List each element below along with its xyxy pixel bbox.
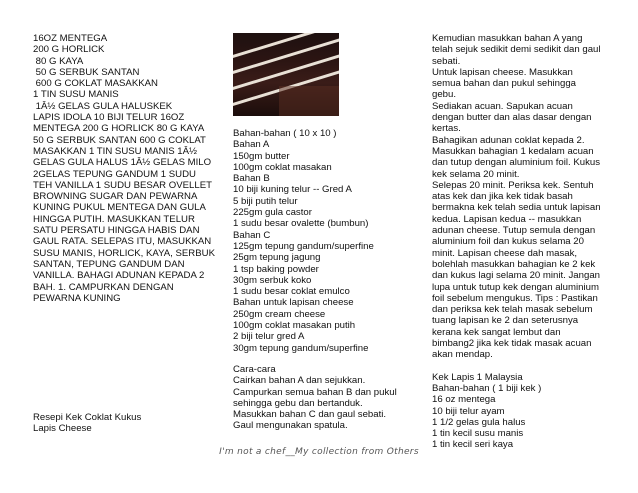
method-line: akan mendap.	[432, 349, 493, 361]
method-line: telah sejuk sedikit demi sedikit dan gaul	[432, 44, 601, 56]
cake-board	[279, 86, 339, 116]
ingredient-line: 225gm gula castor	[233, 207, 312, 219]
ingredient-line: 125gm tepung gandum/superfine	[233, 240, 374, 252]
text-line: Resepi Kek Coklat Kukus	[33, 412, 142, 423]
method-line: dengan butter dan alas dasar dengan	[432, 112, 592, 124]
method-line: Gaul mengunakan spatula.	[233, 420, 348, 432]
ingredient-line: Bahan B	[233, 173, 270, 185]
ingredients-column	[233, 128, 425, 432]
method-line: Cairkan bahan A dan sejukkan.	[233, 375, 366, 387]
method-line: dan tutup dengan aluminium foil. Kukus	[432, 157, 600, 169]
text-line: Lapis Cheese	[33, 423, 92, 435]
spacer	[432, 361, 617, 372]
method-line: Untuk lapisan cheese. Masukkan	[432, 66, 573, 78]
method-line: gebu.	[432, 89, 457, 101]
ingredient-line: 1 tsp baking powder	[233, 263, 319, 275]
method-line: semua bahan dan pukul sehingga	[432, 78, 577, 90]
ingredient-line: 30gm tepung gandum/superfine	[233, 342, 369, 354]
ingredient-line: 100gm coklat masakan putih	[233, 320, 356, 332]
method-line: Cara-cara	[233, 363, 276, 375]
method-line: dan kukus lagi selama 20 minit. Jangan	[432, 270, 600, 282]
method-line: lupa untuk tutup kek dengan aluminium	[432, 281, 599, 293]
method-line: Masukkan bahagian 1 kedalam acuan	[432, 145, 594, 157]
kek-lapis-line: Kek Lapis 1 Malaysia	[432, 371, 523, 383]
method-line: kedua. Lapisan kedua -- masukkan	[432, 213, 582, 225]
recipe-title-kek-coklat	[33, 412, 223, 435]
method-line: kertas.	[432, 123, 461, 135]
ingredient-line: Bahan A	[233, 139, 270, 151]
method-line: Kemudian masukkan bahan A yang	[432, 33, 583, 44]
kek-lapis-line: Bahan-bahan ( 1 biji kek )	[432, 382, 542, 394]
method-line: Selepas 20 minit. Periksa kek. Sentuh	[432, 179, 594, 191]
ingredient-line: 30gm serbuk koko	[233, 274, 312, 286]
ingredient-line: 1 sudu besar ovalette (bumbun)	[233, 218, 369, 230]
text-line: 1Â½ GELAS GULA HALUSKEK	[33, 100, 173, 112]
method-line: aluminium foil dan kukus selama 20	[432, 236, 584, 248]
text-line: 1 TIN SUSU MANIS	[33, 89, 119, 101]
kek-lapis-line: 16 oz mentega	[432, 394, 496, 406]
method-line: sehingga gebu dan bertanduk.	[233, 397, 363, 409]
ingredient-line: 2 biji telur gred A	[233, 331, 305, 343]
method-line: bermakna kek telah sedia untuk lapisan	[432, 202, 601, 214]
ingredient-line: 150gm butter	[233, 150, 290, 162]
text-line: 200 G HORLICK	[33, 44, 105, 56]
method-line: Bahagikan adunan coklat kepada 2.	[432, 134, 585, 146]
ingredient-line: 250gm cream cheese	[233, 308, 326, 320]
method-line: kerana kek sangat lembut dan	[432, 326, 561, 338]
method-line: foil sebelum mengukus. Tips : Pastikan	[432, 292, 598, 304]
method-line: adunan cheese. Tutup semula dengan	[432, 225, 596, 237]
method-line: minit. Lapisan cheese dah masak,	[432, 247, 578, 259]
ingredient-line: Bahan untuk lapisan cheese	[233, 297, 354, 309]
kek-lapis-line: 1 tin kecil seri kaya	[432, 439, 514, 451]
method-line: Sediakan acuan. Sapukan acuan	[432, 100, 573, 112]
text-line: 80 G KAYA	[33, 55, 84, 67]
ingredient-line: 5 biji putih telur	[233, 195, 298, 207]
method-line: dan periksa kek telah masak sebelum	[432, 304, 593, 316]
method-column	[432, 33, 617, 451]
recipe-paragraph: LAPIS IDOLA 10 BIJI TELUR 16OZ MENTEGA 200 G HORLICK 80 G KAYA 50 G SERBUK SANTAN 600 G COKLAT MASAKKAN 1 TIN SUSU MANIS 1Â½ GELAS GULA HALUS 1Â½ GELAS MILO 2GELAS TEPUNG GANDUM 1 SUDU TEH VANILLA 1 SUDU BESAR OVELLET BROWNING SUGAR DAN PEWARNA KUNING PUKUL MENTEGA DAN GULA HINGGA PUTIH. MASUKKAN TELUR SATU PERSATU HINGGA HABIS DAN GAUL RATA. SELEPAS ITU, MASUKKAN SUSU MANIS, HORLICK, KAYA, SERBUK SANTAN, TEPUNG GANDUM DAN VANILLA. BAHAGI ADUNAN KEPADA 2 BAH. 1. CAMPURKAN DENGAN PEWARNA KUNING	[33, 112, 215, 304]
ingredient-line: Bahan C	[233, 229, 271, 241]
spacer	[233, 354, 425, 364]
text-line: 50 G SERBUK SANTAN	[33, 66, 140, 78]
method-line: kek selama 20 minit.	[432, 168, 520, 180]
method-line: bolehlah masukkan bahagian ke 2 kek	[432, 258, 596, 270]
method-line: Masukkan bahan C dan gaul sebati.	[233, 409, 387, 421]
recipe-kek-lapis-idola	[33, 33, 215, 304]
method-line: tuang lapisan ke 2 dan seterusnya	[432, 315, 579, 327]
text-line: 600 G COKLAT MASAKKAN	[33, 78, 158, 90]
layered-cake-photo	[233, 33, 339, 116]
ingredient-line: 25gm tepung jagung	[233, 252, 321, 264]
text-line: 16OZ MENTEGA	[33, 33, 108, 44]
kek-lapis-line: 10 biji telur ayam	[432, 405, 505, 417]
method-line: atas kek dan jika kek tidak basah	[432, 191, 573, 203]
method-line: sebati.	[432, 55, 461, 67]
page-footer: I'm not a chef__My collection from Others	[219, 447, 419, 457]
kek-lapis-line: 1 tin kecil susu manis	[432, 428, 524, 440]
ingredient-line: 100gm coklat masakan	[233, 161, 332, 173]
ingredient-line: Bahan-bahan ( 10 x 10 )	[233, 128, 337, 139]
method-line: Campurkan semua bahan B dan pukul	[233, 386, 397, 398]
ingredient-line: 10 biji kuning telur -- Gred A	[233, 184, 352, 196]
method-line: bimbang2 jika kek tidak masak acuan	[432, 338, 592, 350]
kek-lapis-line: 1 1/2 gelas gula halus	[432, 416, 526, 428]
ingredient-line: 1 sudu besar coklat emulco	[233, 286, 350, 298]
